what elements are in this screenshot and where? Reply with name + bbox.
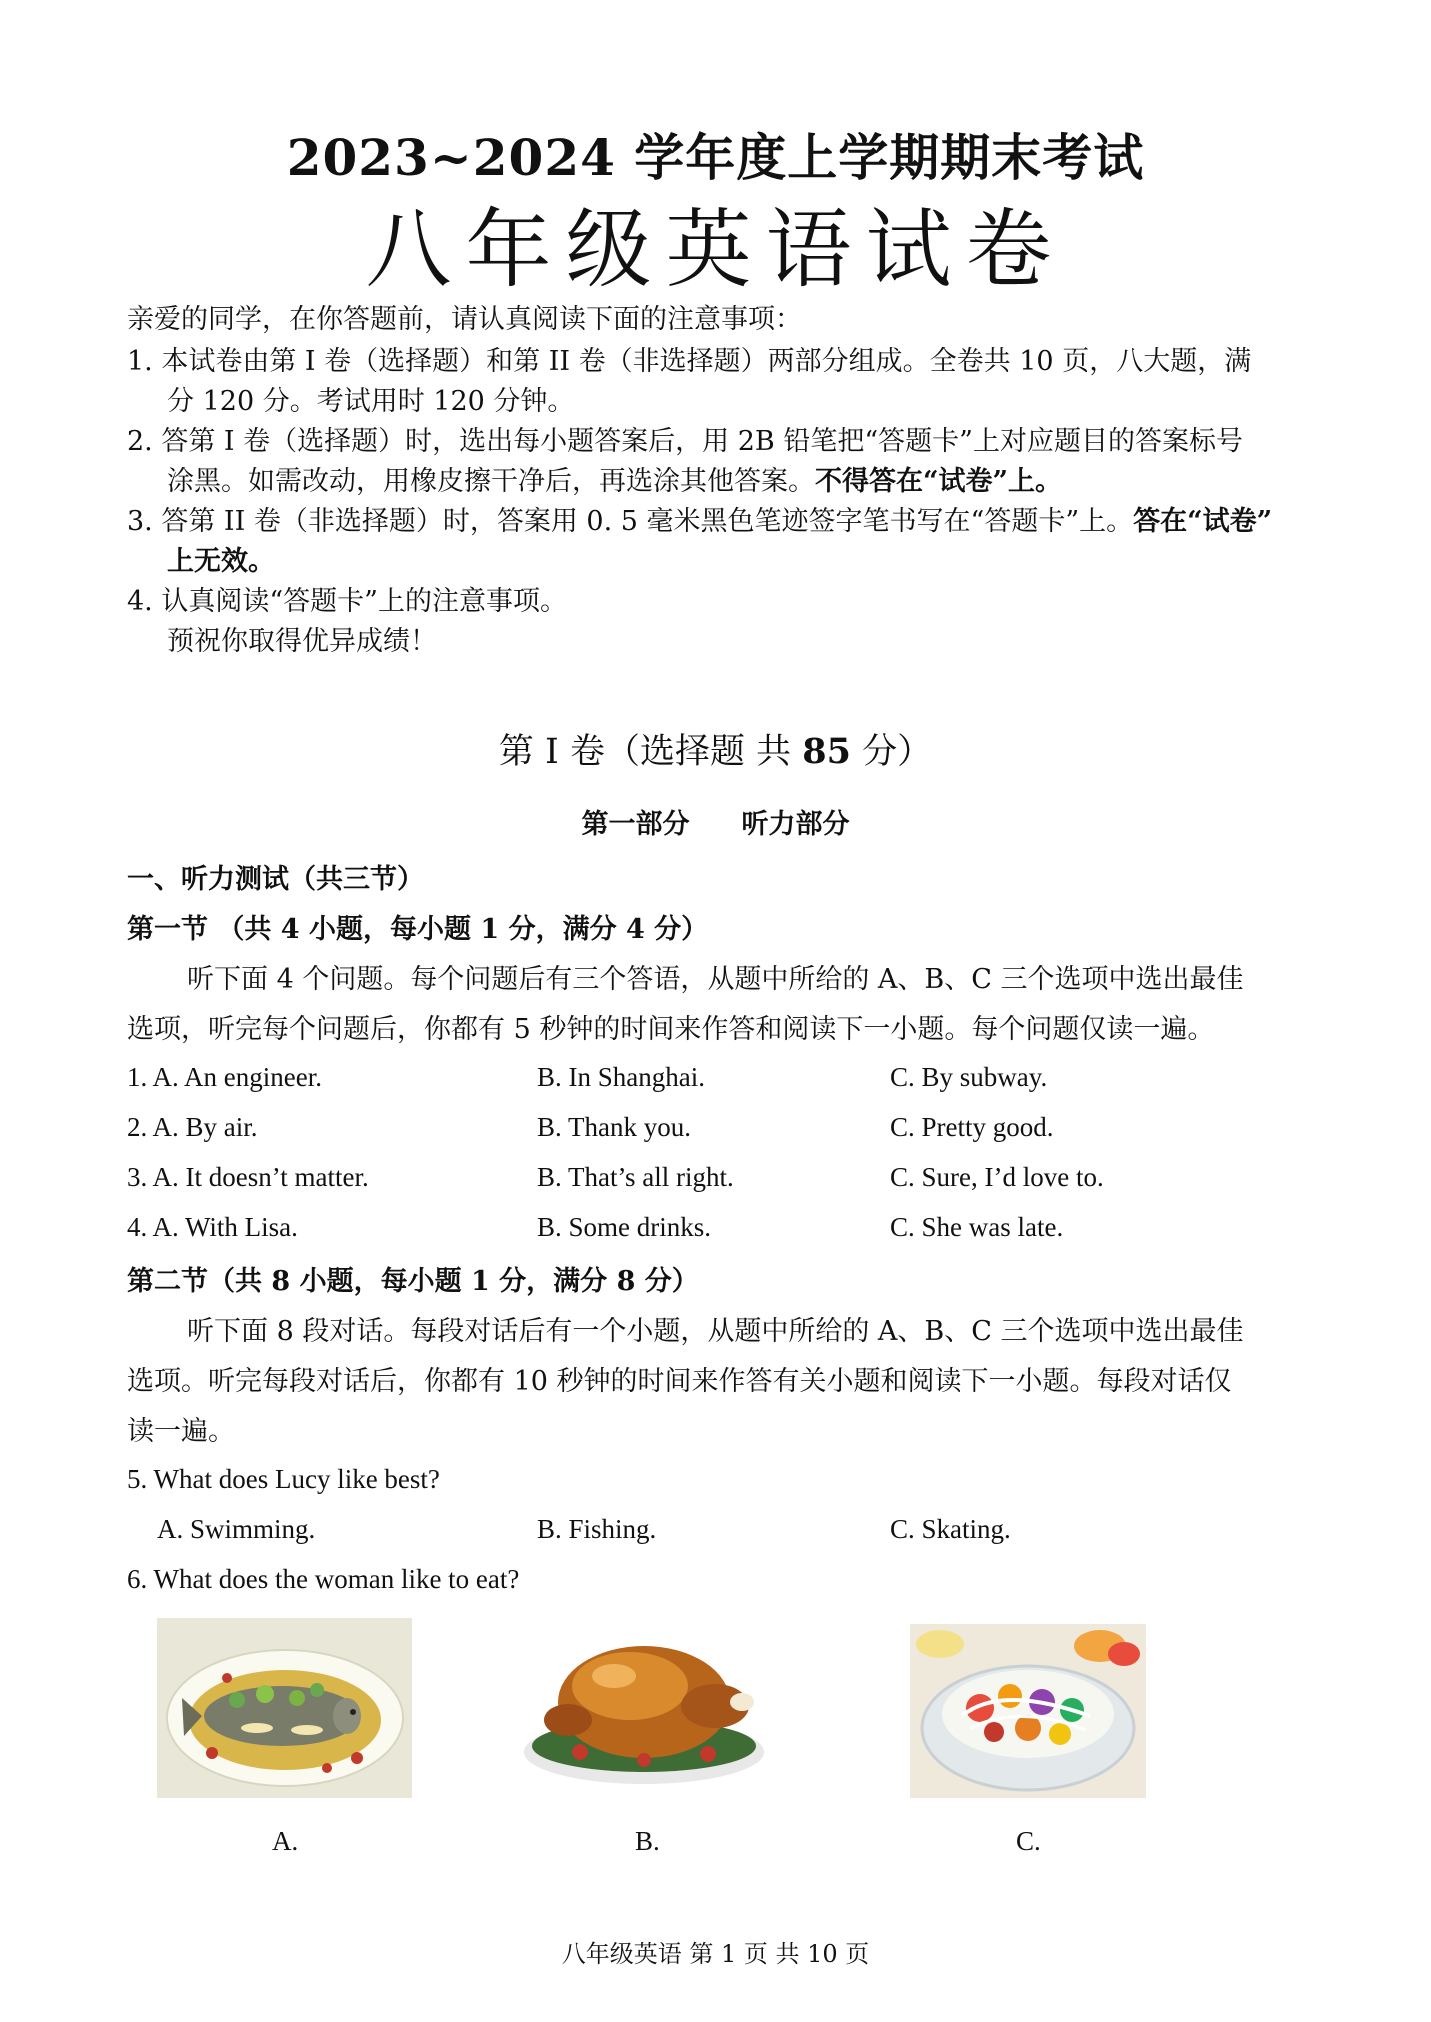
section1-instructions-line1: 听下面 4 个问题。每个问题后有三个答语，从题中所给的 A、B、C 三个选项中选出最佳 xyxy=(187,964,1244,995)
part-number: 第一部分 xyxy=(581,809,690,840)
notice-wish: 预祝你取得优异成绩！ xyxy=(167,626,437,657)
section2-instructions-line2: 选项。听完每段对话后，你都有 10 秒钟的时间来作答有关小题和阅读下一小题。每段对话仅 xyxy=(127,1366,1232,1397)
q5-option-c: C. Skating. xyxy=(890,1514,1011,1544)
roast-turkey-image xyxy=(510,1614,778,1798)
q5-option-b: B. Fishing. xyxy=(537,1514,657,1544)
q1-option-c: C. By subway. xyxy=(890,1062,1048,1092)
part-name: 听力部分 xyxy=(741,809,850,840)
notice-item-2-line1: 2. 答第 I 卷（选择题）时，选出每小题答案后，用 2B 铅笔把“答题卡”上对应题目的答案标号 xyxy=(127,426,1243,457)
q4-option-b: B. Some drinks. xyxy=(537,1212,712,1242)
notice-item-3-line1 xyxy=(127,502,1272,542)
section2-heading: 第二节（共 8 小题，每小题 1 分，满分 8 分） xyxy=(127,1266,699,1297)
q6-caption-c: C. xyxy=(1016,1826,1041,1856)
q6-caption-a: A. xyxy=(272,1826,299,1856)
q1-option-b: B. In Shanghai. xyxy=(537,1062,705,1092)
section2-instructions-line3: 读一遍。 xyxy=(127,1416,235,1447)
q3-option-b: B. That’s all right. xyxy=(537,1162,734,1192)
volume-title-end: 分） xyxy=(850,732,933,772)
q3-option-a: 3. A. It doesn’t matter. xyxy=(127,1162,369,1192)
q6-stem: 6. What does the woman like to eat? xyxy=(127,1564,520,1594)
q4-option-a: 4. A. With Lisa. xyxy=(127,1212,298,1242)
notice-item-1-line1: 1. 本试卷由第 I 卷（选择题）和第 II 卷（非选择题）两部分组成。全卷共 10 页，八大题，满 xyxy=(127,346,1252,377)
notice-item-1-line2: 分 120 分。考试用时 120 分钟。 xyxy=(167,386,575,417)
notice-item-2-warning: 不得答在“试卷”上。 xyxy=(815,466,1063,497)
volume-score: 85 xyxy=(802,731,851,772)
part-title xyxy=(0,802,1431,841)
q6-caption-b: B. xyxy=(635,1826,660,1856)
exam-title-line1: 2023~2024 学年度上学期期末考试 xyxy=(286,128,1145,187)
q4-option-c: C. She was late. xyxy=(890,1212,1064,1242)
q5-option-a: A. Swimming. xyxy=(157,1514,316,1544)
fruit-salad-image xyxy=(910,1624,1146,1798)
exam-title-line2: 八年级英语试卷 xyxy=(365,200,1066,300)
notice-item-2-line2 xyxy=(167,462,1062,502)
q1-option-a: 1. A. An engineer. xyxy=(127,1062,322,1092)
q2-option-c: C. Pretty good. xyxy=(890,1112,1054,1142)
listening-heading: 一、听力测试（共三节） xyxy=(127,864,424,895)
notice-intro: 亲爱的同学，在你答题前，请认真阅读下面的注意事项： xyxy=(127,304,802,335)
notice-item-3-warning: 答在“试卷” xyxy=(1133,506,1273,537)
page-footer: 八年级英语 第 1 页 共 10 页 xyxy=(561,1940,870,1968)
q2-option-b: B. Thank you. xyxy=(537,1112,691,1142)
notice-item-3-line2: 上无效。 xyxy=(167,546,275,577)
section2-instructions-line1: 听下面 8 段对话。每段对话后有一个小题，从题中所给的 A、B、C 三个选项中选出最佳 xyxy=(187,1316,1244,1347)
q2-option-a: 2. A. By air. xyxy=(127,1112,258,1142)
notice-item-4: 4. 认真阅读“答题卡”上的注意事项。 xyxy=(127,586,567,617)
q5-stem: 5. What does Lucy like best? xyxy=(127,1464,440,1494)
notice-item-3-text: 3. 答第 II 卷（非选择题）时，答案用 0. 5 毫米黑色笔迹签字笔书写在“答题卡”上。 xyxy=(127,506,1134,537)
section1-heading: 第一节 （共 4 小题，每小题 1 分，满分 4 分） xyxy=(127,914,709,945)
volume-title xyxy=(0,724,1431,774)
fish-dish-image xyxy=(157,1618,412,1798)
section1-instructions-line2: 选项，听完每个问题后，你都有 5 秒钟的时间来作答和阅读下一小题。每个问题仅读一遍。 xyxy=(127,1014,1215,1045)
volume-title-text: 第 I 卷（选择题 共 xyxy=(498,732,803,772)
q3-option-c: C. Sure, I’d love to. xyxy=(890,1162,1104,1192)
notice-item-2-text: 涂黑。如需改动，用橡皮擦干净后，再选涂其他答案。 xyxy=(167,466,815,497)
